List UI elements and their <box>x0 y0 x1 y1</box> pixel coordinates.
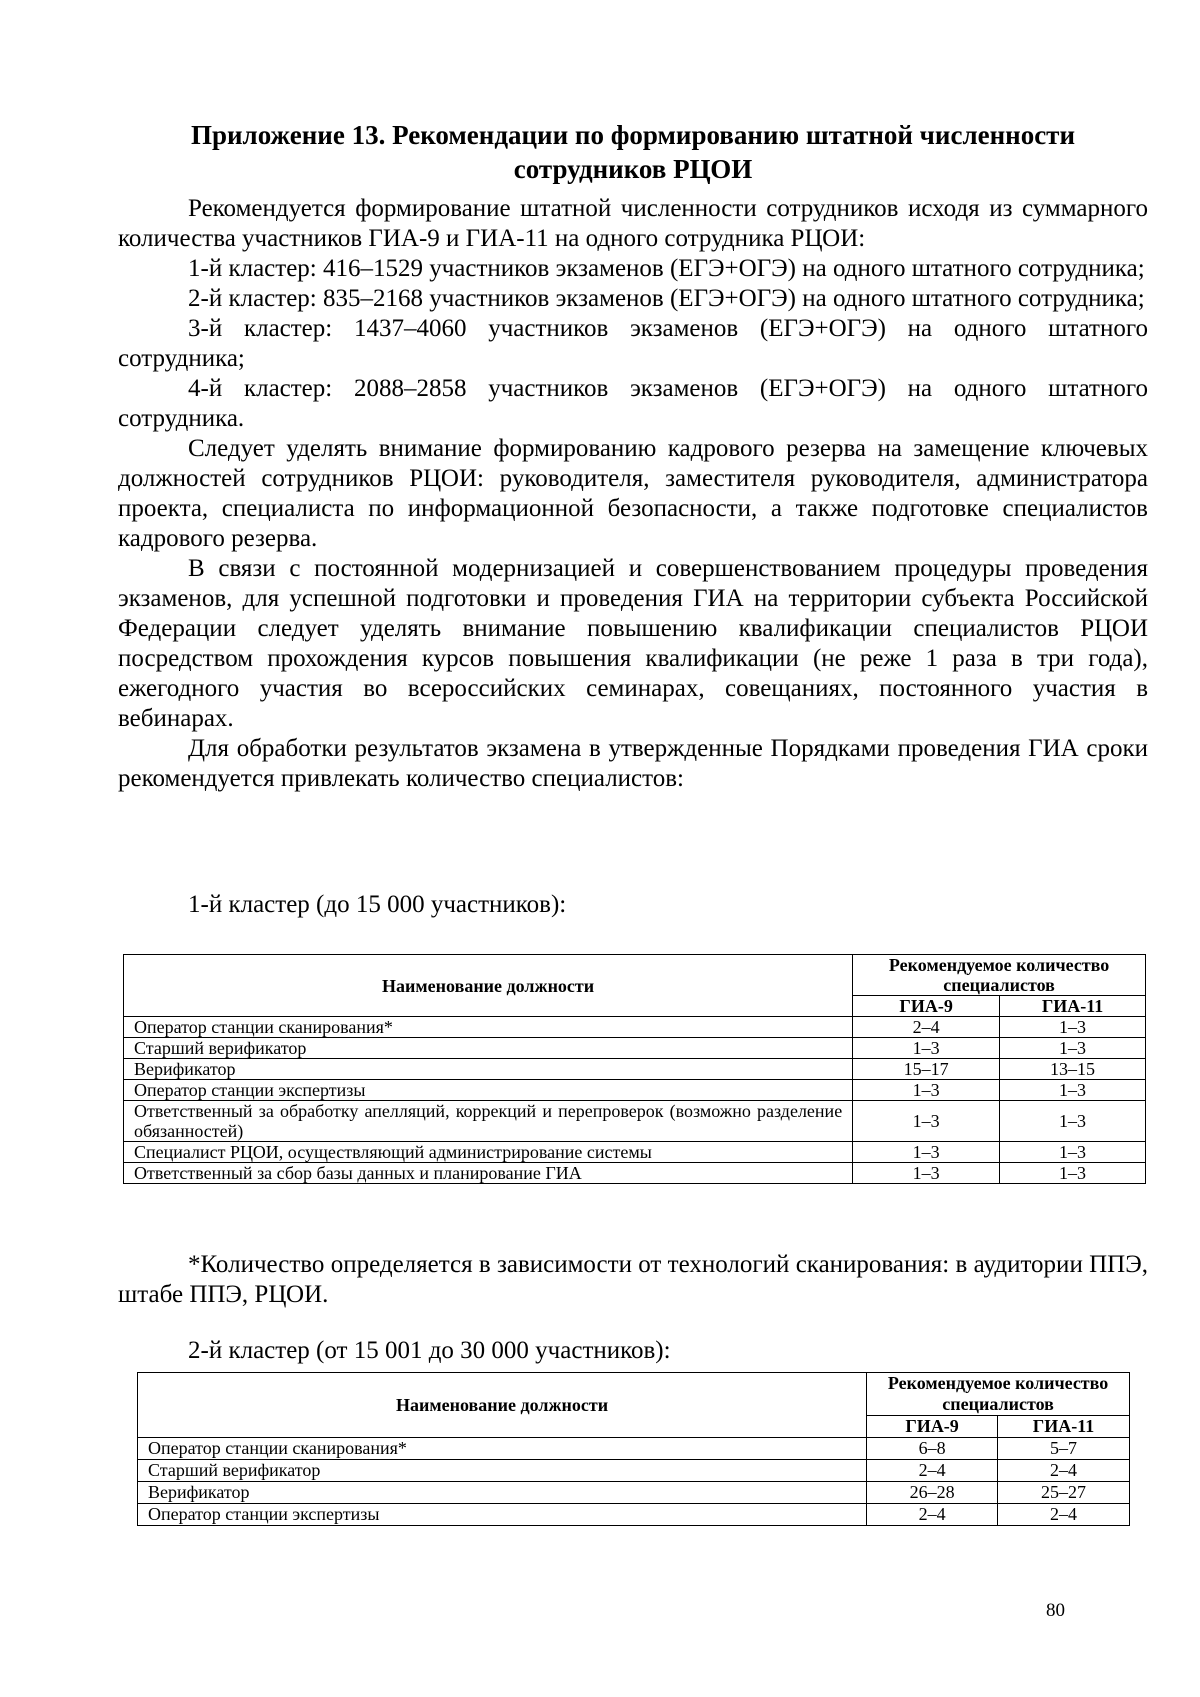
cell-gia11: 1–3 <box>1000 1038 1146 1059</box>
cell-position: Оператор станции экспертизы <box>138 1504 867 1526</box>
cell-gia9: 2–4 <box>853 1017 1000 1038</box>
cell-position: Специалист РЦОИ, осуществляющий администрирование системы <box>124 1142 853 1163</box>
cell-position: Старший верификатор <box>124 1038 853 1059</box>
cell-position: Оператор станции экспертизы <box>124 1080 853 1101</box>
paragraph-cluster-4: 4-й кластер: 2088–2858 участников экзаменов (ЕГЭ+ОГЭ) на одного штатного сотрудника. <box>118 375 1148 432</box>
title-line-2: сотрудников РЦОИ <box>513 154 753 184</box>
table-row <box>138 1438 1130 1460</box>
cell-gia9: 2–4 <box>867 1504 998 1526</box>
cell-gia9: 1–3 <box>853 1080 1000 1101</box>
header-recommended: Рекомендуемое количество специалистов <box>867 1373 1130 1416</box>
cell-gia11: 1–3 <box>1000 1142 1146 1163</box>
page-number: 80 <box>1046 1600 1065 1621</box>
paragraph-cluster-1: 1-й кластер: 416–1529 участников экзаменов (ЕГЭ+ОГЭ) на одного штатного сотрудника; <box>188 255 1145 282</box>
cell-gia11: 25–27 <box>998 1482 1130 1504</box>
cell-position: Ответственный за сбор базы данных и планирование ГИА <box>124 1163 853 1184</box>
table-row <box>138 1482 1130 1504</box>
table-row <box>124 1038 1146 1059</box>
cell-gia11: 5–7 <box>998 1438 1130 1460</box>
table-row <box>124 1142 1146 1163</box>
table-row <box>124 1080 1146 1101</box>
cell-position: Старший верификатор <box>138 1460 867 1482</box>
cluster-1-caption: 1-й кластер (до 15 000 участников): <box>188 891 567 918</box>
table-header-row <box>124 955 1146 996</box>
cell-position: Ответственный за обработку апелляций, коррекций и перепроверок (возможно разделение обязанностей) <box>124 1101 853 1142</box>
header-position: Наименование должности <box>124 955 853 1017</box>
table-header-row <box>138 1373 1130 1416</box>
cell-gia9: 1–3 <box>853 1101 1000 1142</box>
table-row <box>124 1017 1146 1038</box>
cell-gia9: 6–8 <box>867 1438 998 1460</box>
cell-gia11: 1–3 <box>1000 1101 1146 1142</box>
paragraph-intro: Рекомендуется формирование штатной численности сотрудников исходя из суммарного количества участников ГИА-9 и ГИА-11 на одного сотрудника РЦОИ: <box>118 195 1148 252</box>
paragraph-processing: Для обработки результатов экзамена в утвержденные Порядками проведения ГИА сроки рекомендуется привлекать количество специалистов: <box>118 735 1148 792</box>
cell-gia9: 2–4 <box>867 1460 998 1482</box>
paragraph-training: В связи с постоянной модернизацией и совершенствованием процедуры проведения экзаменов, для успешной подготовки и проведения ГИА на территории субъекта Российской Федерации следует уделять внимание повышению квалификации специалистов РЦОИ посредством прохождения курсов повышения квалификации (не реже 1 раза в три года), ежегодного участия во всероссийских семинарах, совещаниях, постоянного участия в вебинарах. <box>118 555 1148 732</box>
header-gia9: ГИА-9 <box>867 1416 998 1438</box>
cell-gia11: 2–4 <box>998 1504 1130 1526</box>
title-line-1: Приложение 13. Рекомендации по формированию штатной численности <box>190 120 1075 150</box>
header-gia9: ГИА-9 <box>853 996 1000 1017</box>
cell-gia11: 13–15 <box>1000 1059 1146 1080</box>
table-row <box>124 1059 1146 1080</box>
cell-gia11: 1–3 <box>1000 1163 1146 1184</box>
header-gia11: ГИА-11 <box>998 1416 1130 1438</box>
footnote-scanning: *Количество определяется в зависимости от технологий сканирования: в аудитории ППЭ, штабе ППЭ, РЦОИ. <box>118 1251 1148 1308</box>
cell-gia9: 1–3 <box>853 1163 1000 1184</box>
cell-gia9: 26–28 <box>867 1482 998 1504</box>
cell-position: Верификатор <box>124 1059 853 1080</box>
cluster-2-caption: 2-й кластер (от 15 001 до 30 000 участников): <box>188 1337 671 1364</box>
cell-gia11: 1–3 <box>1000 1080 1146 1101</box>
paragraph-reserve: Следует уделять внимание формированию кадрового резерва на замещение ключевых должностей сотрудников РЦОИ: руководителя, заместителя руководителя, администратора проекта, специалиста по информационной безопасности, а также подготовке специалистов кадрового резерва. <box>118 435 1148 552</box>
cell-gia9: 15–17 <box>853 1059 1000 1080</box>
table-row <box>124 1163 1146 1184</box>
page-title <box>118 118 1148 186</box>
cell-position: Оператор станции сканирования* <box>138 1438 867 1460</box>
cell-gia9: 1–3 <box>853 1038 1000 1059</box>
table-row <box>138 1504 1130 1526</box>
paragraph-cluster-2: 2-й кластер: 835–2168 участников экзаменов (ЕГЭ+ОГЭ) на одного штатного сотрудника; <box>188 285 1145 312</box>
cell-gia9: 1–3 <box>853 1142 1000 1163</box>
cell-gia11: 1–3 <box>1000 1017 1146 1038</box>
header-gia11: ГИА-11 <box>1000 996 1146 1017</box>
staff-table-cluster-1 <box>123 954 1146 1184</box>
staff-table-cluster-2 <box>137 1372 1130 1526</box>
header-position: Наименование должности <box>138 1373 867 1438</box>
table-row <box>124 1101 1146 1142</box>
body-text <box>118 194 1148 794</box>
header-recommended: Рекомендуемое количество специалистов <box>853 955 1146 996</box>
cell-position: Оператор станции сканирования* <box>124 1017 853 1038</box>
cell-position: Верификатор <box>138 1482 867 1504</box>
cell-gia11: 2–4 <box>998 1460 1130 1482</box>
table-row <box>138 1460 1130 1482</box>
paragraph-cluster-3: 3-й кластер: 1437–4060 участников экзаменов (ЕГЭ+ОГЭ) на одного штатного сотрудника; <box>118 315 1148 372</box>
